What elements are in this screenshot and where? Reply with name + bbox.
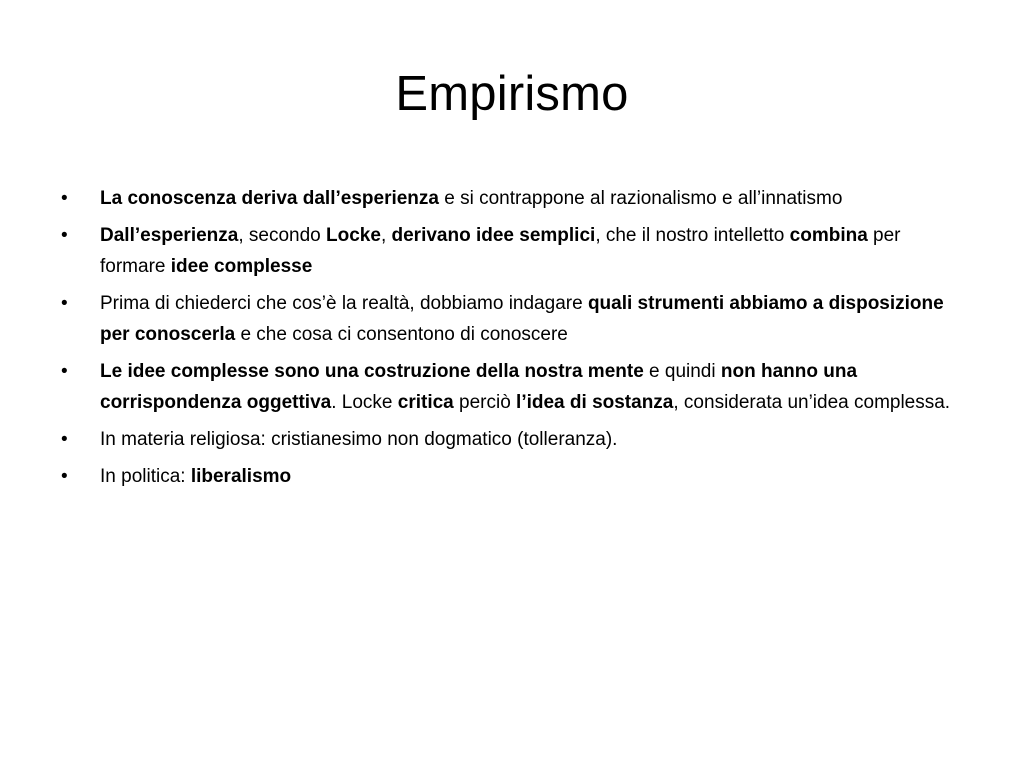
bullet-dot-icon: • bbox=[61, 466, 68, 487]
bullet-text-bold: l’idea di sostanza bbox=[516, 392, 674, 413]
bullet-dot-icon: • bbox=[61, 188, 68, 209]
bullet-item bbox=[61, 183, 966, 214]
bullet-text-bold: La conoscenza deriva dall’esperienza bbox=[100, 188, 439, 209]
bullet-text-bold: liberalismo bbox=[190, 466, 292, 487]
bullet-text-bold: Dall’esperienza bbox=[100, 225, 239, 246]
bullet-dot-icon: • bbox=[61, 225, 68, 246]
bullet-dot-icon: • bbox=[61, 429, 68, 450]
bullet-text-bold: idee complesse bbox=[170, 256, 313, 277]
bullet-text: e si contrappone al razionalismo e all’innatismo bbox=[438, 188, 843, 209]
bullet-item bbox=[61, 356, 966, 418]
bullet-text: , considerata un’idea complessa. bbox=[673, 392, 951, 413]
bullet-text-bold: non hanno una corrispondenza oggettiva bbox=[100, 361, 858, 413]
bullet-text-bold: derivano idee semplici bbox=[391, 225, 596, 246]
bullet-dot-icon: • bbox=[61, 293, 68, 314]
bullet-text: In politica: bbox=[100, 466, 191, 487]
bullet-text: , secondo bbox=[238, 225, 327, 246]
bullet-text-bold: Locke bbox=[326, 225, 381, 246]
bullet-text: . Locke bbox=[331, 392, 398, 413]
bullet-text: , bbox=[380, 225, 392, 246]
bullet-text: In materia religiosa: cristianesimo non dogmatico (tolleranza). bbox=[100, 429, 618, 450]
bullet-text: per formare bbox=[100, 225, 901, 277]
bullet-dot-icon: • bbox=[61, 361, 68, 382]
bullet-text-bold: combina bbox=[789, 225, 868, 246]
bullet-item bbox=[61, 288, 966, 350]
bullet-text-bold: quali strumenti abbiamo a disposizione per conoscerla bbox=[100, 293, 944, 345]
bullet-text: e quindi bbox=[643, 361, 721, 382]
bullet-text: Prima di chiederci che cos’è la realtà, dobbiamo indagare bbox=[100, 293, 588, 314]
bullet-text: perciò bbox=[453, 392, 517, 413]
bullet-text-bold: critica bbox=[397, 392, 454, 413]
bullet-item bbox=[61, 220, 966, 282]
bullet-text: , che il nostro intelletto bbox=[595, 225, 790, 246]
bullet-item bbox=[61, 461, 966, 492]
bullet-text-bold: Le idee complesse sono una costruzione della nostra mente bbox=[100, 361, 644, 382]
slide-title: Empirismo bbox=[395, 67, 629, 121]
bullet-item bbox=[61, 424, 966, 455]
bullet-text: e che cosa ci consentono di conoscere bbox=[235, 324, 568, 345]
bullet-list bbox=[61, 183, 966, 498]
